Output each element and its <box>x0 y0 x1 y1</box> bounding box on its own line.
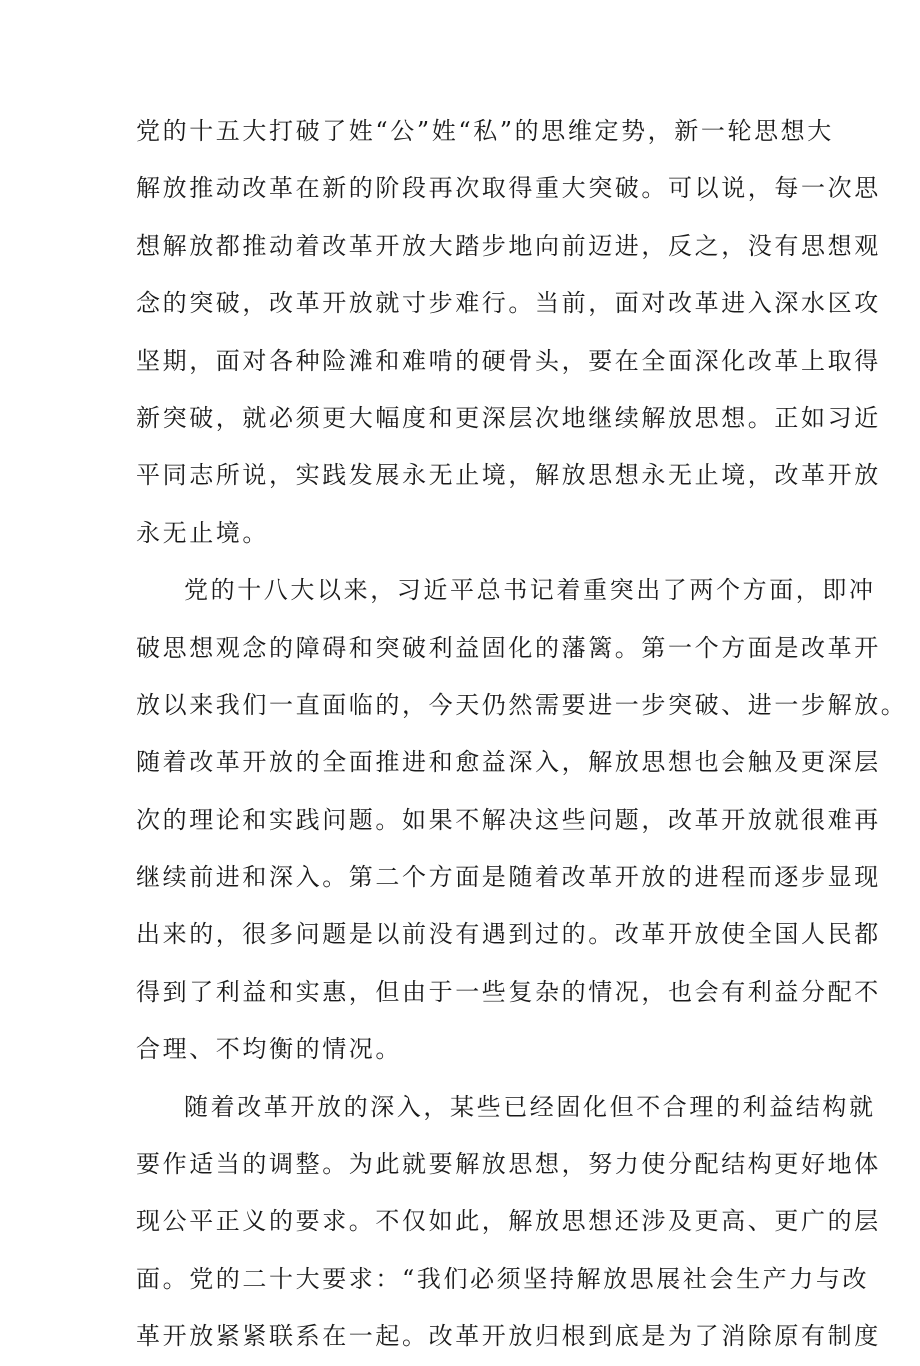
text-line: 得到了利益和实惠，但由于一些复杂的情况，也会有利益分配不 <box>136 977 881 1006</box>
text-line: 革开放紧紧联系在一起。改革开放归根到底是为了消除原有制度 <box>136 1322 881 1351</box>
body-text <box>136 103 908 1366</box>
paragraph-3 <box>136 1079 881 1366</box>
text-line: 永无止境。 <box>136 518 269 547</box>
text-line: 坚期，面对各种险滩和难啃的硬骨头，要在全面深化改革上取得 <box>136 346 881 375</box>
text-line: 念的突破，改革开放就寸步难行。当前，面对改革进入深水区攻 <box>136 289 881 318</box>
text-line: 党的十五大打破了姓“公”姓“私”的思维定势，新一轮思想大 <box>136 117 834 145</box>
paragraph-1 <box>136 103 881 562</box>
text-line: 现公平正义的要求。不仅如此，解放思想还涉及更高、更广的层 <box>136 1207 881 1236</box>
text-line: 随着改革开放的深入，某些已经固化但不合理的利益结构就 <box>184 1092 876 1121</box>
text-line: 破思想观念的障碍和突破利益固化的藩篱。第一个方面是改革开 <box>136 633 881 662</box>
text-line: 面。党的二十大要求：“我们必须坚持解放思展社会生产力与改 <box>136 1264 870 1293</box>
text-line: 平同志所说，实践发展永无止境，解放思想永无止境，改革开放 <box>136 461 881 490</box>
text-line: 随着改革开放的全面推进和愈益深入，解放思想也会触及更深层 <box>136 748 881 777</box>
text-line: 想解放都推动着改革开放大踏步地向前迈进，反之，没有思想观 <box>136 231 881 260</box>
text-line: 要作适当的调整。为此就要解放思想，努力使分配结构更好地体 <box>136 1150 881 1179</box>
text-line: 出来的，很多问题是以前没有遇到过的。改革开放使全国人民都 <box>136 920 881 949</box>
text-line: 新突破，就必须更大幅度和更深层次地继续解放思想。正如习近 <box>136 403 881 432</box>
text-line: 放以来我们一直面临的，今天仍然需要进一步突破、进一步解放。 <box>136 690 908 719</box>
text-line: 解放推动改革在新的阶段再次取得重大突破。可以说，每一次思 <box>136 174 881 203</box>
text-line: 次的理论和实践问题。如果不解决这些问题，改革开放就很难再 <box>136 805 881 834</box>
text-line: 合理、不均衡的情况。 <box>136 1035 402 1064</box>
text-line: 党的十八大以来，习近平总书记着重突出了两个方面，即冲 <box>184 576 876 605</box>
text-line: 继续前进和深入。第二个方面是随着改革开放的进程而逐步显现 <box>136 863 881 892</box>
paragraph-2 <box>136 562 908 1079</box>
